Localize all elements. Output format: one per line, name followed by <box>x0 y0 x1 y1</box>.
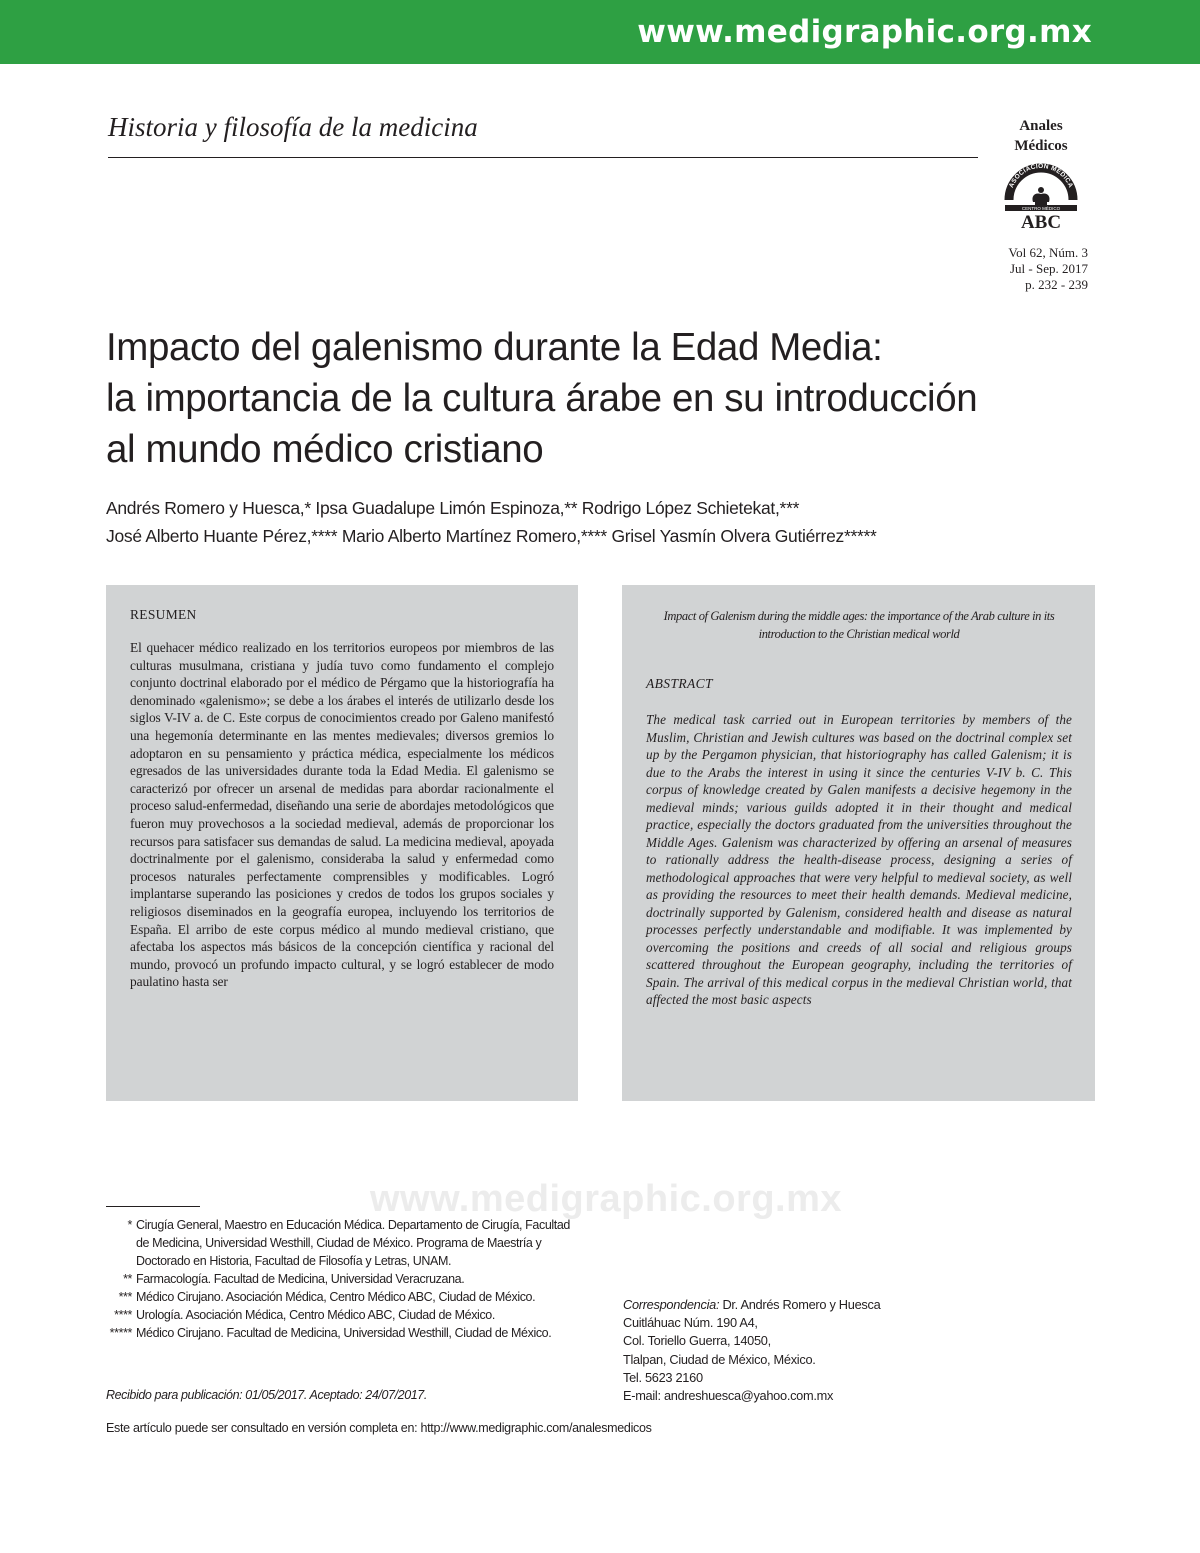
english-title: Impact of Galenism during the middle ages: the importance of the Arab culture in its introduction to the Christian medical world <box>663 609 1055 641</box>
author-line: Andrés Romero y Huesca,* Ipsa Guadalupe Limón Espinoza,** Rodrigo López Schietekat,*** <box>106 498 800 518</box>
footnote-mark: ***** <box>109 1326 132 1340</box>
footnote <box>104 1216 584 1270</box>
journal-name-line1: Anales <box>1019 118 1063 134</box>
footnote-mark: ** <box>123 1272 132 1286</box>
footnote-text: Urología. Asociación Médica, Centro Médico ABC, Ciudad de México. <box>136 1308 495 1322</box>
seal-sub-text: CENTRO MÉDICO <box>1021 206 1061 211</box>
footnote-text: Médico Cirujano. Facultad de Medicina, Universidad Westhill, Ciudad de México. <box>136 1326 552 1340</box>
abstract-box <box>622 585 1095 1101</box>
resumen-heading: RESUMEN <box>130 607 197 622</box>
footnote-text: Farmacología. Facultad de Medicina, Universidad Veracruzana. <box>136 1272 465 1286</box>
footnote-mark: *** <box>118 1290 132 1304</box>
footnote <box>104 1306 584 1324</box>
received-dates: Recibido para publicación: 01/05/2017. Aceptado: 24/07/2017. <box>106 1388 427 1402</box>
abstract-body: The medical task carried out in European territories by members of the Muslim, Christian and Jewish cultures was based on the doctrinal complex set up by the Pergamon physician, that historiography has called Galenism; it is due to the Arabs the interest in using it since the centuries V-IV b. C. This corpus of knowledge created by Galen manifests a decisive hegemony in the medieval minds; various guilds adopted it in their thought and medical practice, especially the doctors graduated from the universities throughout the Middle Ages. Galenism was characterized by offering an arsenal of measures to rationally address the health-disease process, designing a series of methodological approaches that were very helpful to medieval society, as well as providing the resources to meet their health demands. Medieval medicine, doctrinally supported by Galenism, considered health and disease as natural processes perfectly understandable and modifiable. It was implemented by overcoming the positions and creeds of all social and religious groups scattered throughout the European geography, including the territories of Spain. The arrival of this medical corpus in the medieval Christian world, that affected the most basic aspects <box>646 712 1072 1007</box>
footnote <box>104 1270 584 1288</box>
correspondence-name: Dr. Andrés Romero y Huesca <box>722 1297 881 1312</box>
header-divider <box>108 157 978 158</box>
journal-name-line2: Médicos <box>1014 138 1068 154</box>
title-line: la importancia de la cultura árabe en su introducción <box>106 377 978 420</box>
seal-abbr: ABC <box>1020 212 1062 230</box>
resumen-box <box>106 585 578 1101</box>
volume-number: Vol 62, Núm. 3 <box>1008 245 1088 260</box>
resumen-body: El quehacer médico realizado en los territorios europeos por miembros de las culturas musulmana, cristiana y judía tuvo como fundamento el complejo conjunto doctrinal elaborado por el médico de Pérgamo que la historiografía ha denominado «galenismo»; se debe a los árabes el interés de utilizarlo desde los siglos V-IV a. de C. Este corpus de conocimientos creado por Galeno manifestó una hegemonía determinante en las mentes medievales; diversos gremios lo adoptaron en su pensamiento y práctica médica, especialmente los médicos egresados de las universidades durante toda la Edad Media. El galenismo se caracterizó por ofrecer un arsenal de medidas para abordar racionalmente el proceso salud-enfermedad, diseñando una serie de abordajes metodológicos que fueron muy provechosos a la sociedad medieval, además de proporcionar los recursos para satisfacer sus demandas de salud. La medicina medieval, apoyada doctrinalmente por el galenismo, consideraba la salud y enfermedad como procesos naturales perfectamente comprensibles y modificables. Logró implantarse superando las posiciones y credos de todos los grupos sociales y religiosos diseminados en la geografía europea, incluyendo los territorios de España. El arribo de este corpus médico al mundo medieval cristiano, que afectaba los aspectos más básicos de la concepción científica y racional del mundo, provocó un profundo impacto cultural, y se logró establecer de modo paulatino hasta ser <box>130 640 554 990</box>
email-line[interactable]: E-mail: andreshuesca@yahoo.com.mx <box>623 1388 834 1404</box>
author-list <box>106 494 1106 550</box>
correspondence-name-line <box>623 1296 963 1314</box>
footnote-divider <box>106 1206 200 1207</box>
consult-note[interactable]: Este artículo puede ser consultado en versión completa en: http://www.medigraphic.com/analesmedicos <box>106 1421 652 1435</box>
title-line: Impacto del galenismo durante la Edad Media: <box>106 326 883 369</box>
address-line: Col. Toriello Guerra, 14050, <box>623 1333 771 1349</box>
footnote <box>104 1324 584 1342</box>
correspondence <box>623 1296 963 1405</box>
title-line: al mundo médico cristiano <box>106 428 544 471</box>
author-line: José Alberto Huante Pérez,**** Mario Alberto Martínez Romero,**** Grisel Yasmín Olvera Gutiérrez***** <box>106 526 877 546</box>
section-title: Historia y filosofía de la medicina <box>108 112 478 142</box>
footnote-mark: **** <box>114 1308 132 1322</box>
volume-info <box>980 245 1088 293</box>
footnote-mark: * <box>127 1218 132 1232</box>
address-line: Cuitláhuac Núm. 190 A4, <box>623 1315 758 1331</box>
footnote-text: Médico Cirujano. Asociación Médica, Centro Médico ABC, Ciudad de México. <box>136 1290 536 1304</box>
banner-url[interactable]: www.medigraphic.org.mx <box>637 14 1092 50</box>
footnotes <box>104 1216 584 1342</box>
address-line: Tlalpan, Ciudad de México, México. <box>623 1351 816 1367</box>
phone-line: Tel. 5623 2160 <box>623 1369 703 1385</box>
seal-arc-text: ASOCIACIÓN MÉDICA <box>1007 162 1075 189</box>
abc-seal-icon <box>1001 158 1081 230</box>
issue-date: Jul - Sep. 2017 <box>1010 261 1088 276</box>
abstract-heading: ABSTRACT <box>646 676 713 691</box>
article-title <box>106 322 1106 475</box>
journal-logo <box>996 116 1086 230</box>
footnote <box>104 1288 584 1306</box>
watermark: www.medigraphic.org.mx <box>370 1178 843 1220</box>
top-banner <box>0 0 1200 64</box>
page-range: p. 232 - 239 <box>1025 277 1088 292</box>
footnote-text: Cirugía General, Maestro en Educación Médica. Departamento de Cirugía, Facultad de Medicina, Universidad Westhill, Ciudad de México. Programa de Maestría y Doctorado en Historia, Facultad de Filosofía y Letras, UNAM. <box>136 1218 570 1268</box>
correspondence-label: Correspondencia: <box>623 1297 720 1312</box>
